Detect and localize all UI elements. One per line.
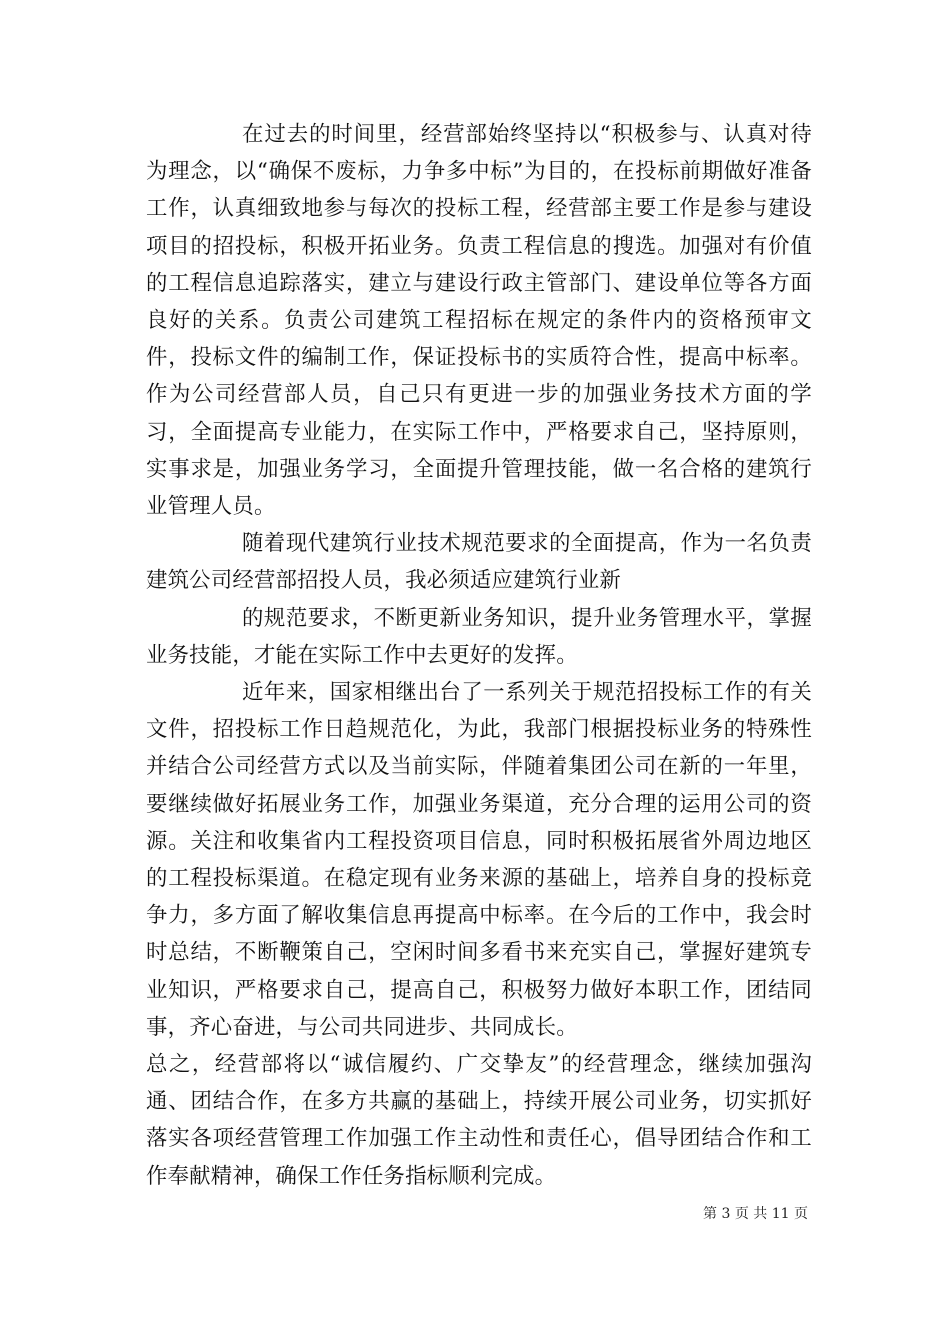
paragraph-conclusion: 总之，经营部将以“诚信履约、广交挚友”的经营理念，继续加强沟通、团结合作，在多方共赢的基础上，持续开展公司业务，切实抓好落实各项经营管理工作加强工作主动性和责任心，倡导团结合作和工作奉献精神，确保工作任务指标顺利完成。 [146, 1052, 812, 1189]
paragraph-recent-years: 近年来，国家相继出台了一系列关于规范招投标工作的有关文件，招投标工作日趋规范化，为此，我部门根据投标业务的特殊性并结合公司经营方式以及当前实际，伴随着集团公司在新的一年里，要继续做好拓展业务工作，加强业务渠道，充分合理的运用公司的资源。关注和收集省内工程投资项目信息，同时积极拓展省外周边地区的工程投标渠道。在稳定现有业务来源的基础上，培养自身的投标竞争力，多方面了解收集信息再提高中标率。在今后的工作中，我会时时总结，不断鞭策自己，空闲时间多看书来充实自己，掌握好建筑专业知识，严格要求自己，提高自己，积极努力做好本职工作，团结同事，齐心奋进，与公司共同进步、共同成长。 [146, 680, 812, 1040]
document-body [146, 116, 812, 1195]
paragraph-standards-part-2: 的规范要求，不断更新业务知识，提升业务管理水平，掌握业务技能，才能在实际工作中去更好的发挥。 [146, 605, 812, 668]
page-number-footer: 第 3 页 共 11 页 [703, 1206, 808, 1222]
paragraph-standards-part-1: 随着现代建筑行业技术规范要求的全面提高，作为一名负责建筑公司经营部招投人员，我必须适应建筑行业新 [146, 531, 812, 594]
paragraph-past-work: 在过去的时间里，经营部始终坚持以“积极参与、认真对待为理念，以“确保不废标，力争多中标”为目的，在投标前期做好准备工作，认真细致地参与每次的投标工程，经营部主要工作是参与建设项目的招投标，积极开拓业务。负责工程信息的搜选。加强对有价值的工程信息追踪落实，建立与建设行政主管部门、建设单位等各方面良好的关系。负责公司建筑工程招标在规定的条件内的资格预审文件，投标文件的编制工作，保证投标书的实质符合性，提高中标率。作为公司经营部人员，自己只有更进一步的加强业务技术方面的学习，全面提高专业能力，在实际工作中，严格要求自己，坚持原则，实事求是，加强业务学习，全面提升管理技能，做一名合格的建筑行业管理人员。 [146, 122, 812, 520]
